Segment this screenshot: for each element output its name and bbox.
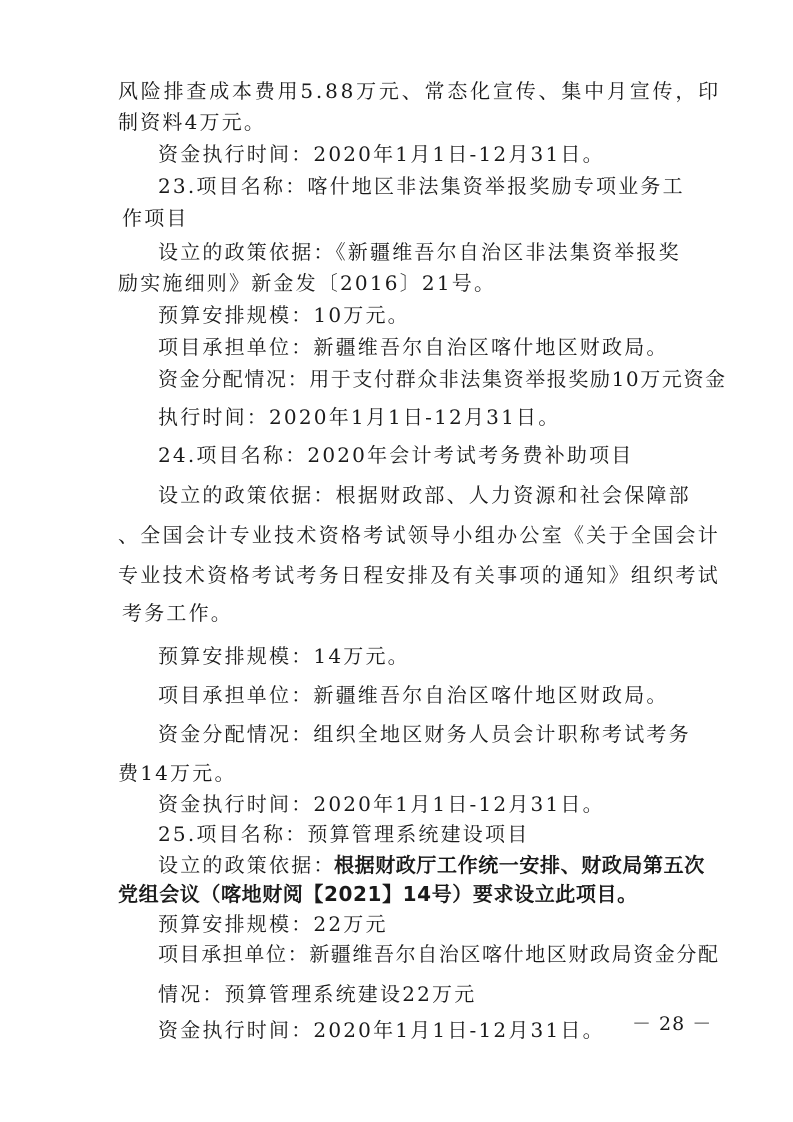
- page-number: － 28 －: [632, 1013, 713, 1035]
- text-line: 风险排查成本费用5.88万元、常态化宣传、集中月宣传，印: [118, 79, 721, 103]
- text-line: 预算安排规模：10万元。: [158, 303, 410, 327]
- text-line: 预算安排规模：22万元: [158, 912, 388, 936]
- text-line: 设立的政策依据：根据财政部、人力资源和社会保障部: [158, 483, 691, 507]
- text-line: 考务工作。: [122, 601, 233, 625]
- text-line: 资金执行时间：2020年1月1日-12月31日。: [158, 792, 605, 816]
- text-line: 24.项目名称：2020年会计考试考务费补助项目: [158, 443, 634, 467]
- text-line: 设立的政策依据：《新疆维吾尔自治区非法集资举报奖: [158, 240, 681, 264]
- bold-text-line: 根据财政厅工作统一安排、财政局第五次: [334, 853, 705, 877]
- text-line: 25.项目名称：预算管理系统建设项目: [158, 822, 530, 846]
- text-line: 资金分配情况：用于支付群众非法集资举报奖励10万元资金: [158, 367, 727, 391]
- text-line: 制资料4万元。: [118, 110, 267, 134]
- bold-text-line: 党组会议（喀地财阅【2021】14号）要求设立此项目。: [118, 882, 638, 906]
- text-line: 项目承担单位：新疆维吾尔自治区喀什地区财政局资金分配: [158, 942, 720, 966]
- text-line: 费14万元。: [118, 761, 237, 785]
- text-line: 情况：预算管理系统建设22万元: [158, 982, 477, 1006]
- text-line: 设立的政策依据：: [158, 853, 336, 877]
- text-line: 项目承担单位：新疆维吾尔自治区喀什地区财政局。: [158, 683, 669, 707]
- text-line: 23.项目名称：喀什地区非法集资举报奖励专项业务工: [158, 174, 685, 198]
- text-line: 资金分配情况：组织全地区财务人员会计职称考试考务: [158, 722, 691, 746]
- text-line: 励实施细则》新金发〔2016〕21号。: [118, 271, 497, 295]
- text-line: 、全国会计专业技术资格考试领导小组办公室《关于全国会计: [118, 523, 721, 547]
- text-line: 作项目: [122, 206, 189, 230]
- text-line: 专业技术资格考试考务日程安排及有关事项的通知》组织考试: [118, 563, 721, 587]
- text-line: 资金执行时间：2020年1月1日-12月31日。: [158, 1018, 605, 1042]
- text-line: 资金执行时间：2020年1月1日-12月31日。: [158, 142, 605, 166]
- text-line: 项目承担单位：新疆维吾尔自治区喀什地区财政局。: [158, 335, 669, 359]
- text-line: 预算安排规模：14万元。: [158, 644, 410, 668]
- text-line: 执行时间：2020年1月1日-12月31日。: [158, 405, 561, 429]
